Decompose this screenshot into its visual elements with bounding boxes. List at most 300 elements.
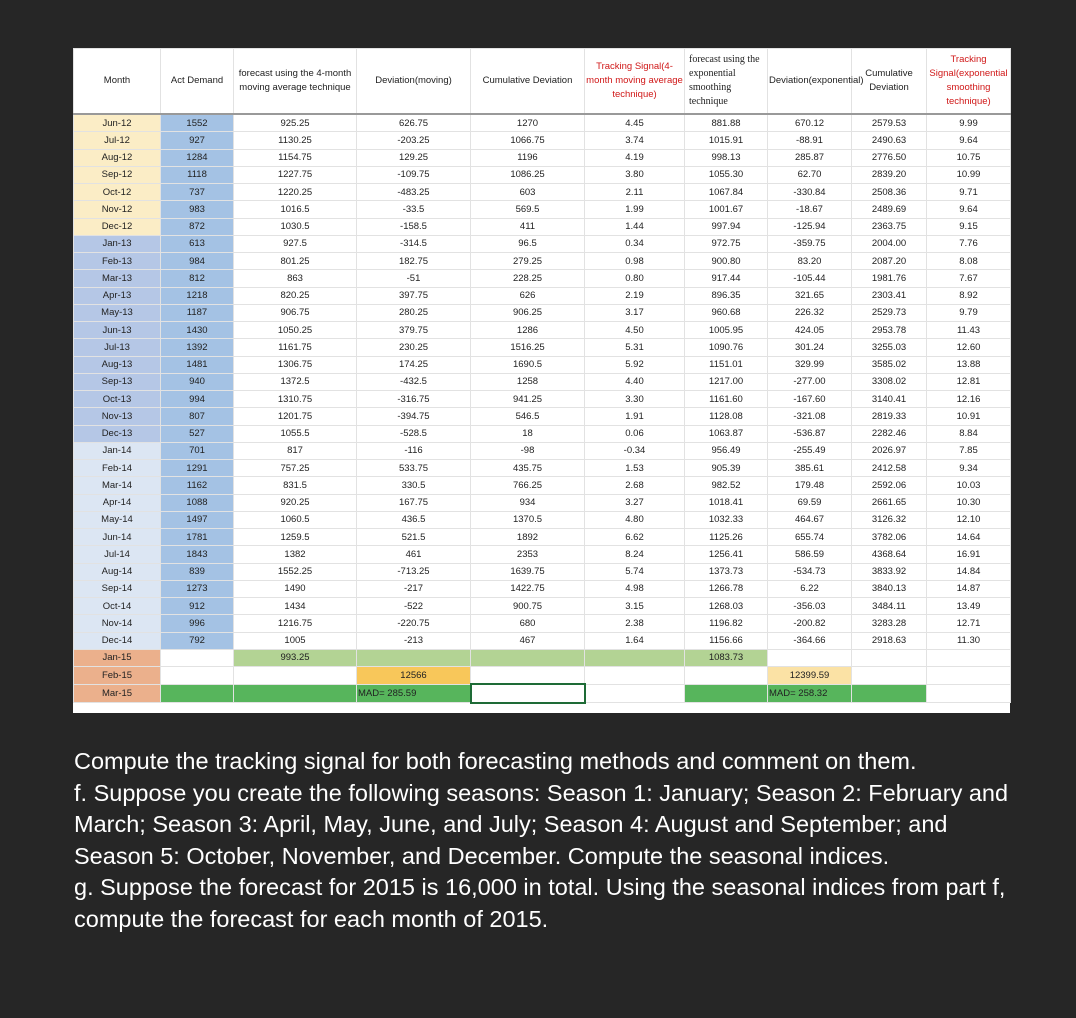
cell-deviation-moving[interactable]: -432.5 [357, 373, 471, 390]
cell-demand[interactable]: 1162 [161, 477, 234, 494]
cell-demand[interactable]: 1552 [161, 114, 234, 132]
cell-forecast-exponential[interactable]: 1266.78 [685, 580, 768, 597]
cell-demand[interactable]: 792 [161, 632, 234, 649]
cell-forecast-exponential[interactable]: 1373.73 [685, 563, 768, 580]
cell-cumulative-deviation-exponential[interactable]: 2282.46 [852, 425, 927, 442]
cell-cumulative-deviation-moving[interactable]: 1196 [471, 149, 585, 166]
cell-tracking-signal-moving[interactable]: 2.38 [585, 615, 685, 632]
cell-month[interactable]: Jun-12 [74, 114, 161, 132]
cell-tracking-signal-moving[interactable]: 0.34 [585, 235, 685, 252]
cell-forecast-exponential[interactable]: 972.75 [685, 235, 768, 252]
cell-month[interactable]: Feb-13 [74, 253, 161, 270]
cell-deviation-exponential[interactable]: 226.32 [768, 304, 852, 321]
cell-forecast-moving[interactable]: 817 [234, 442, 357, 459]
cell-demand[interactable]: 1187 [161, 304, 234, 321]
cell-forecast-exponential[interactable]: 900.80 [685, 253, 768, 270]
cell-cumulative-deviation-exponential[interactable]: 2490.63 [852, 132, 927, 149]
cell-cumulative-deviation-moving[interactable]: 900.75 [471, 598, 585, 615]
cell-empty[interactable] [585, 649, 685, 666]
cell-tracking-signal-exponential[interactable]: 9.64 [927, 201, 1011, 218]
cell-cumulative-deviation-exponential[interactable]: 1981.76 [852, 270, 927, 287]
cell-demand[interactable]: 737 [161, 184, 234, 201]
cell-forecast-exponential[interactable]: 881.88 [685, 114, 768, 132]
cell-forecast-exponential[interactable]: 1217.00 [685, 373, 768, 390]
cell-demand[interactable]: 996 [161, 615, 234, 632]
cell-tracking-signal-moving[interactable]: 3.17 [585, 304, 685, 321]
cell-cumulative-deviation-moving[interactable]: 766.25 [471, 477, 585, 494]
cell-month[interactable]: Mar-15 [74, 684, 161, 702]
cell-deviation-moving[interactable]: -158.5 [357, 218, 471, 235]
cell-empty[interactable] [927, 684, 1011, 702]
cell-cumulative-deviation-moving[interactable]: 1516.25 [471, 339, 585, 356]
cell-cumulative-deviation-moving[interactable]: 546.5 [471, 408, 585, 425]
cell-deviation-moving[interactable]: -316.75 [357, 391, 471, 408]
cell-forecast-moving[interactable]: 1060.5 [234, 511, 357, 528]
cell-empty[interactable] [852, 667, 927, 685]
cell-tracking-signal-moving[interactable]: 2.11 [585, 184, 685, 201]
cell-cumulative-deviation-moving[interactable]: 680 [471, 615, 585, 632]
cell-month[interactable]: Jun-13 [74, 322, 161, 339]
cell-demand[interactable]: 1481 [161, 356, 234, 373]
cell-demand[interactable]: 839 [161, 563, 234, 580]
cell-demand[interactable]: 527 [161, 425, 234, 442]
cell-tracking-signal-exponential[interactable]: 12.81 [927, 373, 1011, 390]
cell-cumulative-deviation-exponential[interactable]: 2839.20 [852, 166, 927, 183]
cell-tracking-signal-exponential[interactable]: 12.16 [927, 391, 1011, 408]
cell-tracking-signal-moving[interactable]: 4.98 [585, 580, 685, 597]
cell-deviation-exponential[interactable]: 6.22 [768, 580, 852, 597]
cell-empty[interactable] [161, 684, 234, 702]
cell-forecast-moving[interactable]: 1227.75 [234, 166, 357, 183]
cell-forecast-exponential[interactable]: 1151.01 [685, 356, 768, 373]
cell-forecast-exponential[interactable]: 1161.60 [685, 391, 768, 408]
cell-tracking-signal-exponential[interactable]: 10.03 [927, 477, 1011, 494]
header-cumulative-deviation-exponential[interactable]: Cumulative Deviation [852, 49, 927, 115]
cell-tracking-signal-moving[interactable]: 1.53 [585, 460, 685, 477]
cell-forecast-moving[interactable]: 820.25 [234, 287, 357, 304]
cell-month[interactable]: May-13 [74, 304, 161, 321]
cell-forecast-exponential[interactable]: 1015.91 [685, 132, 768, 149]
cell-tracking-signal-moving[interactable]: 3.15 [585, 598, 685, 615]
cell-tracking-signal-exponential[interactable]: 9.34 [927, 460, 1011, 477]
cell-month[interactable]: Oct-12 [74, 184, 161, 201]
cell-forecast-moving[interactable]: 920.25 [234, 494, 357, 511]
cell-month[interactable]: Jul-13 [74, 339, 161, 356]
cell-month[interactable]: May-14 [74, 511, 161, 528]
cell-deviation-exponential[interactable]: 321.65 [768, 287, 852, 304]
cell-month[interactable]: Jul-14 [74, 546, 161, 563]
cell-deviation-moving[interactable]: 330.5 [357, 477, 471, 494]
cell-tracking-signal-exponential[interactable]: 12.71 [927, 615, 1011, 632]
cell-tracking-signal-moving[interactable]: 3.80 [585, 166, 685, 183]
cell-demand[interactable]: 927 [161, 132, 234, 149]
cell-tracking-signal-moving[interactable]: 3.30 [585, 391, 685, 408]
cell-month[interactable]: Mar-13 [74, 270, 161, 287]
cell-deviation-moving[interactable]: -213 [357, 632, 471, 649]
cell-cumulative-deviation-moving[interactable]: 411 [471, 218, 585, 235]
cell-deviation-exponential[interactable]: 464.67 [768, 511, 852, 528]
cell-demand[interactable]: 872 [161, 218, 234, 235]
cell-demand[interactable]: 807 [161, 408, 234, 425]
cell-cumulative-deviation-moving[interactable]: 941.25 [471, 391, 585, 408]
cell-deviation-exponential[interactable]: 62.70 [768, 166, 852, 183]
cell-forecast-moving[interactable]: 993.25 [234, 649, 357, 666]
cell-cumulative-deviation-moving[interactable]: 2353 [471, 546, 585, 563]
cell-cumulative-deviation-moving[interactable]: 18 [471, 425, 585, 442]
cell-cumulative-deviation-exponential[interactable]: 3782.06 [852, 529, 927, 546]
cell-cumulative-deviation-exponential[interactable]: 2303.41 [852, 287, 927, 304]
header-tracking-signal-exponential[interactable]: Tracking Signal(exponential smoothing technique) [927, 49, 1011, 115]
cell-demand[interactable]: 1273 [161, 580, 234, 597]
cell-forecast-moving[interactable]: 1130.25 [234, 132, 357, 149]
cell-forecast-exponential[interactable]: 1055.30 [685, 166, 768, 183]
cell-cumulative-deviation-moving[interactable]: 1892 [471, 529, 585, 546]
cell-month[interactable]: Jan-14 [74, 442, 161, 459]
cell-forecast-exponential[interactable]: 1005.95 [685, 322, 768, 339]
cell-cumulative-deviation-moving[interactable]: 1270 [471, 114, 585, 132]
cell-tracking-signal-exponential[interactable]: 7.76 [927, 235, 1011, 252]
cell-empty[interactable] [161, 667, 234, 685]
cell-cumulative-deviation-exponential[interactable]: 2918.63 [852, 632, 927, 649]
cell-tracking-signal-moving[interactable]: 0.98 [585, 253, 685, 270]
cell-forecast-moving[interactable]: 1434 [234, 598, 357, 615]
cell-deviation-exponential[interactable]: 655.74 [768, 529, 852, 546]
cell-cumulative-deviation-moving[interactable]: 1639.75 [471, 563, 585, 580]
cell-deviation-moving[interactable]: -109.75 [357, 166, 471, 183]
cell-deviation-exponential[interactable]: 385.61 [768, 460, 852, 477]
cell-deviation-moving[interactable]: -51 [357, 270, 471, 287]
cell-forecast-moving[interactable]: 1259.5 [234, 529, 357, 546]
cell-tracking-signal-exponential[interactable]: 7.85 [927, 442, 1011, 459]
cell-deviation-moving[interactable]: 461 [357, 546, 471, 563]
cell-cumulative-deviation-moving[interactable]: 569.5 [471, 201, 585, 218]
cell-deviation-moving[interactable]: 230.25 [357, 339, 471, 356]
cell-cumulative-deviation-exponential[interactable]: 2412.58 [852, 460, 927, 477]
cell-tracking-signal-moving[interactable]: 5.74 [585, 563, 685, 580]
cell-deviation-exponential[interactable]: -200.82 [768, 615, 852, 632]
cell-cumulative-deviation-exponential[interactable]: 2661.65 [852, 494, 927, 511]
header-deviation-exponential[interactable]: Deviation(exponential) [768, 49, 852, 115]
cell-tracking-signal-moving[interactable]: 5.92 [585, 356, 685, 373]
cell-tracking-signal-moving[interactable]: 4.19 [585, 149, 685, 166]
cell-cumulative-deviation-exponential[interactable]: 3140.41 [852, 391, 927, 408]
cell-month[interactable]: Apr-13 [74, 287, 161, 304]
cell-demand[interactable]: 984 [161, 253, 234, 270]
cell-forecast-moving[interactable]: 1552.25 [234, 563, 357, 580]
cell-cumulative-deviation-exponential[interactable]: 3840.13 [852, 580, 927, 597]
header-deviation-moving[interactable]: Deviation(moving) [357, 49, 471, 115]
cell-cumulative-deviation-moving[interactable]: 603 [471, 184, 585, 201]
cell-deviation-exponential[interactable]: -536.87 [768, 425, 852, 442]
cell-cumulative-deviation-exponential[interactable]: 2592.06 [852, 477, 927, 494]
cell-month[interactable]: Dec-13 [74, 425, 161, 442]
header-cumulative-deviation-moving[interactable]: Cumulative Deviation [471, 49, 585, 115]
cell-month[interactable]: Feb-15 [74, 667, 161, 685]
cell-tracking-signal-exponential[interactable]: 10.91 [927, 408, 1011, 425]
cell-deviation-moving[interactable]: 521.5 [357, 529, 471, 546]
cell-deviation-moving[interactable]: -483.25 [357, 184, 471, 201]
cell-forecast-moving[interactable]: 1220.25 [234, 184, 357, 201]
cell-tracking-signal-exponential[interactable]: 13.88 [927, 356, 1011, 373]
cell-cumulative-deviation-moving[interactable]: 1690.5 [471, 356, 585, 373]
cell-forecast-moving[interactable]: 1201.75 [234, 408, 357, 425]
cell-demand[interactable]: 613 [161, 235, 234, 252]
cell-forecast-moving[interactable]: 1161.75 [234, 339, 357, 356]
cell-forecast-exponential[interactable]: 1256.41 [685, 546, 768, 563]
cell-deviation-moving[interactable]: 379.75 [357, 322, 471, 339]
cell-cumulative-deviation-exponential[interactable]: 2953.78 [852, 322, 927, 339]
cell-tracking-signal-exponential[interactable]: 14.87 [927, 580, 1011, 597]
cell-forecast-moving[interactable]: 863 [234, 270, 357, 287]
cell-tracking-signal-exponential[interactable]: 9.15 [927, 218, 1011, 235]
cell-month[interactable]: Dec-14 [74, 632, 161, 649]
cell-month[interactable]: Nov-12 [74, 201, 161, 218]
cell-deviation-exponential[interactable]: -125.94 [768, 218, 852, 235]
cell-tracking-signal-exponential[interactable]: 9.64 [927, 132, 1011, 149]
cell-tracking-signal-moving[interactable]: 0.06 [585, 425, 685, 442]
cell-cumulative-deviation-exponential[interactable]: 2776.50 [852, 149, 927, 166]
cell-cumulative-deviation-exponential[interactable]: 2819.33 [852, 408, 927, 425]
cell-demand[interactable]: 812 [161, 270, 234, 287]
cell-tracking-signal-moving[interactable]: 6.62 [585, 529, 685, 546]
cell-cumulative-deviation-exponential[interactable]: 3484.11 [852, 598, 927, 615]
cell-forecast-moving[interactable]: 927.5 [234, 235, 357, 252]
cell-cumulative-deviation-moving[interactable]: 906.25 [471, 304, 585, 321]
cell-demand[interactable]: 1392 [161, 339, 234, 356]
cell-deviation-exponential[interactable]: -88.91 [768, 132, 852, 149]
cell-month[interactable]: Oct-13 [74, 391, 161, 408]
cell-deviation-exponential[interactable]: -167.60 [768, 391, 852, 408]
cell-empty[interactable] [161, 649, 234, 666]
cell-tracking-signal-exponential[interactable]: 12.10 [927, 511, 1011, 528]
cell-forecast-moving[interactable]: 1016.5 [234, 201, 357, 218]
cell-deviation-moving[interactable]: -528.5 [357, 425, 471, 442]
cell-demand[interactable]: 1843 [161, 546, 234, 563]
cell-forecast-moving[interactable]: 1216.75 [234, 615, 357, 632]
cell-cumulative-deviation-exponential[interactable]: 3585.02 [852, 356, 927, 373]
cell-tracking-signal-moving[interactable]: 4.80 [585, 511, 685, 528]
cell-forecast-exponential[interactable]: 956.49 [685, 442, 768, 459]
cell-tracking-signal-exponential[interactable]: 13.49 [927, 598, 1011, 615]
cell-tracking-signal-moving[interactable]: 0.80 [585, 270, 685, 287]
cell-tracking-signal-exponential[interactable]: 8.84 [927, 425, 1011, 442]
cell-month[interactable]: Dec-12 [74, 218, 161, 235]
cell-deviation-moving[interactable]: -394.75 [357, 408, 471, 425]
cell-deviation-exponential[interactable]: -255.49 [768, 442, 852, 459]
cell-cumulative-deviation-exponential[interactable]: 2087.20 [852, 253, 927, 270]
cell-month[interactable]: Sep-14 [74, 580, 161, 597]
cell-forecast-exponential[interactable]: 917.44 [685, 270, 768, 287]
cell-cumulative-deviation-moving[interactable]: 228.25 [471, 270, 585, 287]
cell-deviation-moving[interactable]: -713.25 [357, 563, 471, 580]
cell-month[interactable]: Jan-13 [74, 235, 161, 252]
cell-forecast-exponential[interactable]: 1268.03 [685, 598, 768, 615]
cell-forecast-exponential[interactable]: 960.68 [685, 304, 768, 321]
cell-tracking-signal-moving[interactable]: 4.50 [585, 322, 685, 339]
cell-cumulative-deviation-moving[interactable]: 96.5 [471, 235, 585, 252]
cell-cumulative-deviation-exponential[interactable]: 2026.97 [852, 442, 927, 459]
cell-deviation-moving[interactable]: 167.75 [357, 494, 471, 511]
cell-deviation-exponential[interactable]: 83.20 [768, 253, 852, 270]
cell-forecast-exponential[interactable]: 1083.73 [685, 649, 768, 666]
cell-cumulative-deviation-moving[interactable]: 1086.25 [471, 166, 585, 183]
cell-deviation-moving[interactable]: 174.25 [357, 356, 471, 373]
cell-forecast-moving[interactable]: 757.25 [234, 460, 357, 477]
cell-demand[interactable]: 1118 [161, 166, 234, 183]
cell-tracking-signal-exponential[interactable]: 14.64 [927, 529, 1011, 546]
cell-deviation-moving[interactable]: -116 [357, 442, 471, 459]
cell-month[interactable]: Aug-12 [74, 149, 161, 166]
cell-month[interactable]: Oct-14 [74, 598, 161, 615]
cell-demand[interactable]: 701 [161, 442, 234, 459]
cell-deviation-exponential[interactable]: -330.84 [768, 184, 852, 201]
cell-forecast-moving[interactable]: 1050.25 [234, 322, 357, 339]
cell-forecast-moving[interactable]: 906.75 [234, 304, 357, 321]
cell-tracking-signal-moving[interactable]: 1.91 [585, 408, 685, 425]
cell-tracking-signal-exponential[interactable]: 10.75 [927, 149, 1011, 166]
cell-deviation-moving[interactable]: -203.25 [357, 132, 471, 149]
cell-empty[interactable] [685, 667, 768, 685]
cell-forecast-moving[interactable]: 925.25 [234, 114, 357, 132]
cell-forecast-exponential[interactable]: 1196.82 [685, 615, 768, 632]
cell-month[interactable]: Sep-12 [74, 166, 161, 183]
cell-cumulative-deviation-moving[interactable]: 279.25 [471, 253, 585, 270]
cell-forecast-moving[interactable]: 1490 [234, 580, 357, 597]
cell-month[interactable]: Mar-14 [74, 477, 161, 494]
cell-forecast-moving[interactable]: 1005 [234, 632, 357, 649]
cell-cumulative-deviation-moving[interactable]: 1286 [471, 322, 585, 339]
cell-tracking-signal-moving[interactable]: 3.27 [585, 494, 685, 511]
cell-forecast-moving[interactable]: 801.25 [234, 253, 357, 270]
cell-cumulative-deviation-exponential[interactable]: 3283.28 [852, 615, 927, 632]
cell-deviation-moving[interactable]: -220.75 [357, 615, 471, 632]
cell-empty[interactable] [852, 684, 927, 702]
cell-demand[interactable]: 1291 [161, 460, 234, 477]
cell-empty[interactable] [927, 649, 1011, 666]
cell-forecast-moving[interactable]: 1306.75 [234, 356, 357, 373]
cell-demand[interactable]: 983 [161, 201, 234, 218]
cell-month[interactable]: Jun-14 [74, 529, 161, 546]
cell-tracking-signal-moving[interactable]: 1.99 [585, 201, 685, 218]
cell-tracking-signal-exponential[interactable]: 11.30 [927, 632, 1011, 649]
cell-cumulative-deviation-exponential[interactable]: 2529.73 [852, 304, 927, 321]
cell-tracking-signal-moving[interactable]: -0.34 [585, 442, 685, 459]
cell-cumulative-deviation-exponential[interactable]: 3126.32 [852, 511, 927, 528]
cell-month[interactable]: Aug-14 [74, 563, 161, 580]
header-tracking-signal-moving[interactable]: Tracking Signal(4-month moving average technique) [585, 49, 685, 115]
cell-tracking-signal-exponential[interactable]: 10.99 [927, 166, 1011, 183]
cell-empty[interactable] [685, 684, 768, 702]
cell-demand[interactable]: 1088 [161, 494, 234, 511]
cell-mad-moving[interactable]: MAD= 285.59 [357, 684, 471, 702]
cell-deviation-moving[interactable]: 397.75 [357, 287, 471, 304]
cell-deviation-moving[interactable]: -522 [357, 598, 471, 615]
cell-demand[interactable]: 1497 [161, 511, 234, 528]
cell-forecast-exponential[interactable]: 982.52 [685, 477, 768, 494]
cell-demand[interactable]: 1781 [161, 529, 234, 546]
cell-tracking-signal-exponential[interactable]: 11.43 [927, 322, 1011, 339]
cell-cumulative-deviation-moving[interactable]: 1066.75 [471, 132, 585, 149]
cell-tracking-signal-moving[interactable]: 1.64 [585, 632, 685, 649]
cell-forecast-moving[interactable]: 1055.5 [234, 425, 357, 442]
cell-deviation-exponential[interactable]: -534.73 [768, 563, 852, 580]
cell-forecast-moving[interactable]: 1372.5 [234, 373, 357, 390]
cell-forecast-exponential[interactable]: 998.13 [685, 149, 768, 166]
cell-demand[interactable]: 912 [161, 598, 234, 615]
cell-sum-deviation-exponential[interactable]: 12399.59 [768, 667, 852, 685]
cell-month[interactable]: Apr-14 [74, 494, 161, 511]
cell-month[interactable]: Aug-13 [74, 356, 161, 373]
cell-deviation-exponential[interactable]: -321.08 [768, 408, 852, 425]
cell-tracking-signal-moving[interactable]: 5.31 [585, 339, 685, 356]
cell-deviation-exponential[interactable]: 179.48 [768, 477, 852, 494]
cell-forecast-moving[interactable]: 1310.75 [234, 391, 357, 408]
cell-forecast-exponential[interactable]: 896.35 [685, 287, 768, 304]
cell-tracking-signal-exponential[interactable]: 7.67 [927, 270, 1011, 287]
cell-mad-exponential[interactable]: MAD= 258.32 [768, 684, 852, 702]
cell-cumulative-deviation-moving[interactable]: 467 [471, 632, 585, 649]
cell-deviation-moving[interactable]: -217 [357, 580, 471, 597]
cell-demand[interactable]: 1218 [161, 287, 234, 304]
cell-empty[interactable] [927, 667, 1011, 685]
cell-forecast-exponential[interactable]: 1067.84 [685, 184, 768, 201]
cell-empty[interactable] [471, 649, 585, 666]
cell-forecast-moving[interactable]: 1154.75 [234, 149, 357, 166]
cell-tracking-signal-moving[interactable]: 1.44 [585, 218, 685, 235]
cell-cumulative-deviation-exponential[interactable]: 2489.69 [852, 201, 927, 218]
cell-demand[interactable]: 1430 [161, 322, 234, 339]
cell-deviation-exponential[interactable]: 670.12 [768, 114, 852, 132]
cell-deviation-exponential[interactable]: -18.67 [768, 201, 852, 218]
cell-deviation-moving[interactable]: 129.25 [357, 149, 471, 166]
cell-cumulative-deviation-exponential[interactable]: 3833.92 [852, 563, 927, 580]
cell-forecast-moving[interactable]: 831.5 [234, 477, 357, 494]
cell-empty[interactable] [852, 649, 927, 666]
cell-cumulative-deviation-moving[interactable]: 435.75 [471, 460, 585, 477]
cell-sum-deviation-moving[interactable]: 12566 [357, 667, 471, 685]
cell-tracking-signal-moving[interactable]: 3.74 [585, 132, 685, 149]
cell-cumulative-deviation-moving[interactable]: 1422.75 [471, 580, 585, 597]
cell-deviation-moving[interactable]: 280.25 [357, 304, 471, 321]
cell-month[interactable]: Sep-13 [74, 373, 161, 390]
cell-forecast-moving[interactable]: 1030.5 [234, 218, 357, 235]
cell-tracking-signal-moving[interactable]: 8.24 [585, 546, 685, 563]
cell-forecast-exponential[interactable]: 1128.08 [685, 408, 768, 425]
cell-month[interactable]: Nov-13 [74, 408, 161, 425]
selected-cell[interactable] [471, 684, 585, 702]
cell-cumulative-deviation-exponential[interactable]: 3255.03 [852, 339, 927, 356]
cell-deviation-exponential[interactable]: 424.05 [768, 322, 852, 339]
cell-tracking-signal-moving[interactable]: 2.19 [585, 287, 685, 304]
cell-empty[interactable] [357, 649, 471, 666]
cell-cumulative-deviation-moving[interactable]: -98 [471, 442, 585, 459]
cell-forecast-moving[interactable]: 1382 [234, 546, 357, 563]
header-month[interactable]: Month [74, 49, 161, 115]
cell-tracking-signal-exponential[interactable]: 8.92 [927, 287, 1011, 304]
cell-deviation-exponential[interactable]: -356.03 [768, 598, 852, 615]
cell-month[interactable]: Feb-14 [74, 460, 161, 477]
cell-deviation-exponential[interactable]: -277.00 [768, 373, 852, 390]
cell-cumulative-deviation-exponential[interactable]: 2363.75 [852, 218, 927, 235]
cell-empty[interactable] [585, 684, 685, 702]
cell-cumulative-deviation-moving[interactable]: 626 [471, 287, 585, 304]
cell-tracking-signal-exponential[interactable]: 8.08 [927, 253, 1011, 270]
cell-deviation-moving[interactable]: 533.75 [357, 460, 471, 477]
cell-deviation-moving[interactable]: 626.75 [357, 114, 471, 132]
cell-month[interactable]: Jan-15 [74, 649, 161, 666]
cell-forecast-exponential[interactable]: 1001.67 [685, 201, 768, 218]
cell-tracking-signal-exponential[interactable]: 14.84 [927, 563, 1011, 580]
